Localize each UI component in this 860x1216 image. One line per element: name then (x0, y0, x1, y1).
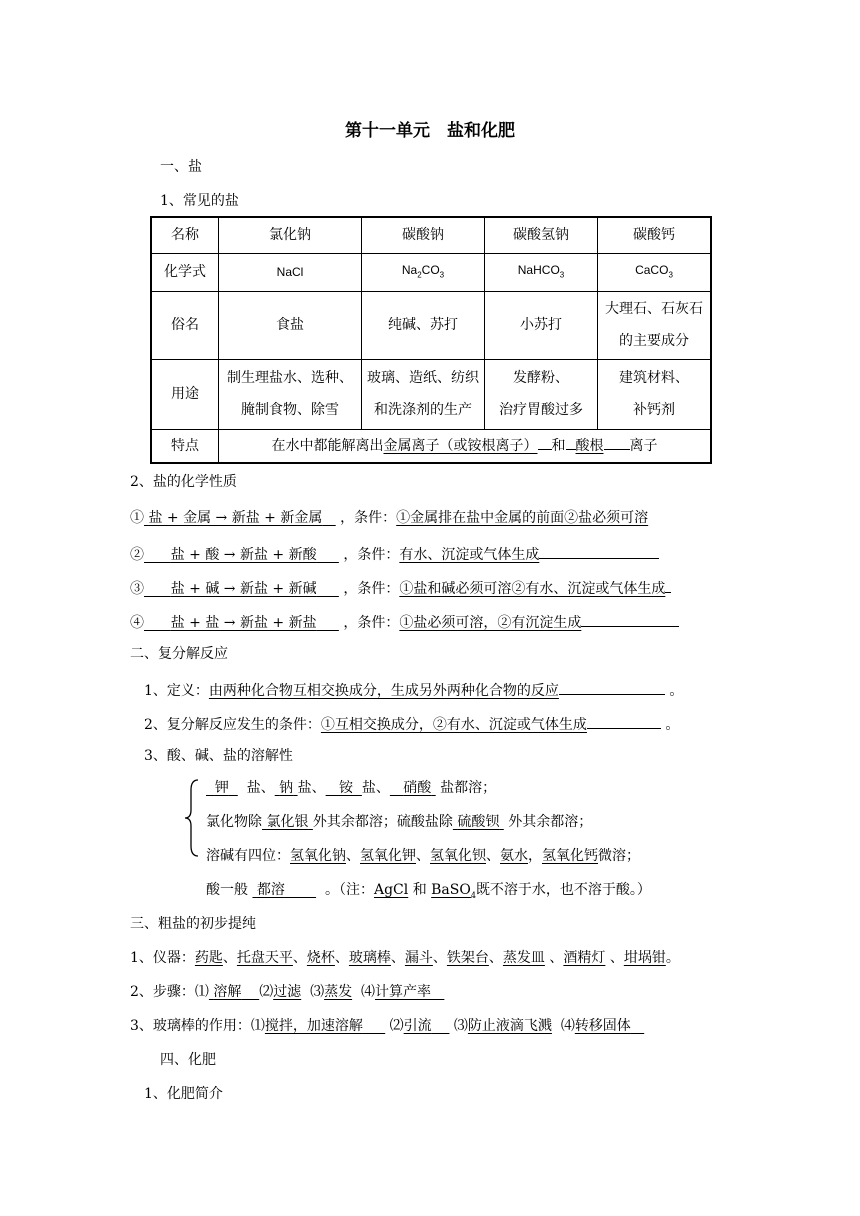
table-cell: 建筑材料、 补钙剂 (598, 359, 712, 429)
instruments-line: 1、仪器：药匙、托盘天平、烧杯、玻璃棒、漏斗、铁架台、蒸发皿 、酒精灯 、坩埚钳。 (130, 950, 680, 966)
table-row (151, 217, 711, 253)
section-heading-fertilizer: 四、化肥 (160, 1052, 216, 1068)
table-cell: 小苏打 (485, 291, 598, 359)
glass-rod-line: 3、玻璃棒的作用：⑴搅拌，加速溶解 ⑵引流 ⑶防止液滴飞溅 ⑷转移固体 (130, 1018, 631, 1034)
table-cell: 纯碱、苏打 (362, 291, 485, 359)
reaction-1: ① 盐 + 金属 → 新盐 + 新金属 ，条件：①金属排在盐中金属的前面②盐必须可溶 (130, 510, 649, 526)
list-item: 坩埚钳 (623, 950, 666, 966)
table-cell: 碳酸钠 (362, 217, 485, 253)
section-heading-purification: 三、粗盐的初步提纯 (130, 916, 256, 932)
table-cell: 化学式 (151, 253, 219, 291)
subheading-common-salts: 1、常见的盐 (160, 193, 239, 209)
reaction-2: ② 盐 + 酸 → 新盐 + 新酸 ，条件：有水、沉淀或气体生成 (130, 542, 659, 565)
solubility-line-3: 溶碱有四位：氢氧化钠、氢氧化钾、氢氧化钡、氨水，氢氧化钙微溶； (206, 848, 640, 864)
table-cell: 碳酸钙 (598, 217, 712, 253)
formula-na2co3: $Na_2CO_3$ (362, 253, 485, 291)
section-heading-salt: 一、盐 (160, 159, 202, 175)
solubility-line-1: 钾 盐、 钠 盐、 铵 盐、 硝酸 盐都溶； (214, 780, 497, 796)
table-cell: 俗名 (151, 291, 219, 359)
reaction-3: ③ 盐 + 碱 → 新盐 + 新碱 ，条件：①盐和碱必须可溶②有水、沉淀或气体生成 (130, 576, 671, 599)
common-salts-table (150, 216, 712, 464)
table-row (151, 291, 711, 359)
list-item: 蒸发皿 (502, 950, 545, 966)
formula-nacl: NaCl (219, 253, 362, 291)
table-cell: 玻璃、造纸、纺织 和洗涤剂的生产 (362, 359, 485, 429)
subheading-chemical-properties: 2、盐的化学性质 (130, 474, 237, 490)
table-cell: 发酵粉、 治疗胃酸过多 (485, 359, 598, 429)
table-row (151, 429, 711, 463)
list-item: 铁架台 (446, 950, 489, 966)
table-cell: 制生理盐水、选种、 腌制食物、除雪 (219, 359, 362, 429)
list-item: 酒精灯 (563, 950, 606, 966)
brace-icon (182, 778, 202, 858)
page-title: 第十一单元 盐和化肥 (345, 121, 515, 141)
table-cell: 氯化钠 (219, 217, 362, 253)
subheading-fertilizer-intro: 1、化肥简介 (144, 1086, 223, 1102)
list-item: 漏斗 (404, 950, 433, 966)
table-cell: 特点 (151, 429, 219, 463)
list-item: 烧杯 (306, 950, 335, 966)
solubility-line-2: 氯化物除 氯化银 外其余都溶；硫酸盐除 硫酸钡 外其余都溶； (206, 814, 593, 830)
reaction-4: ④ 盐 + 盐 → 新盐 + 新盐 ，条件：①盐必须可溶，②有沉淀生成 (130, 610, 679, 633)
list-item: 药匙 (194, 950, 223, 966)
definition-line: 1、定义：由两种化合物互相交换成分，生成另外两种化合物的反应 。 (144, 678, 683, 701)
subheading-solubility: 3、酸、碱、盐的溶解性 (144, 748, 293, 764)
list-item: 托盘天平 (236, 950, 293, 966)
table-row (151, 359, 711, 429)
table-cell: 大理石、石灰石 的主要成分 (598, 291, 712, 359)
list-item: 玻璃棒 (348, 950, 391, 966)
table-cell: 名称 (151, 217, 219, 253)
condition-line: 2、复分解反应发生的条件：①互相交换成分，②有水、沉淀或气体生成 。 (144, 712, 679, 735)
table-cell: 在水中都能解离出金属离子（或铵根离子） 和 酸根 离子 (219, 429, 712, 463)
table-cell: 用途 (151, 359, 219, 429)
table-cell: 碳酸氢钠 (485, 217, 598, 253)
table-row (151, 253, 711, 291)
solubility-line-4: 酸一般 都溶 。（注：AgCl 和 BaSO$_4$既不溶于水，也不溶于酸。） (206, 882, 651, 900)
table-cell: 食盐 (219, 291, 362, 359)
section-heading-double-decomposition: 二、复分解反应 (130, 646, 228, 662)
steps-line: 2、步骤：⑴ 溶解 ⑵过滤 ⑶蒸发 ⑷计算产率 (130, 984, 431, 1000)
formula-nahco3: NaHCO$_3$ (485, 253, 598, 291)
formula-caco3: CaCO$_3$ (598, 253, 712, 291)
